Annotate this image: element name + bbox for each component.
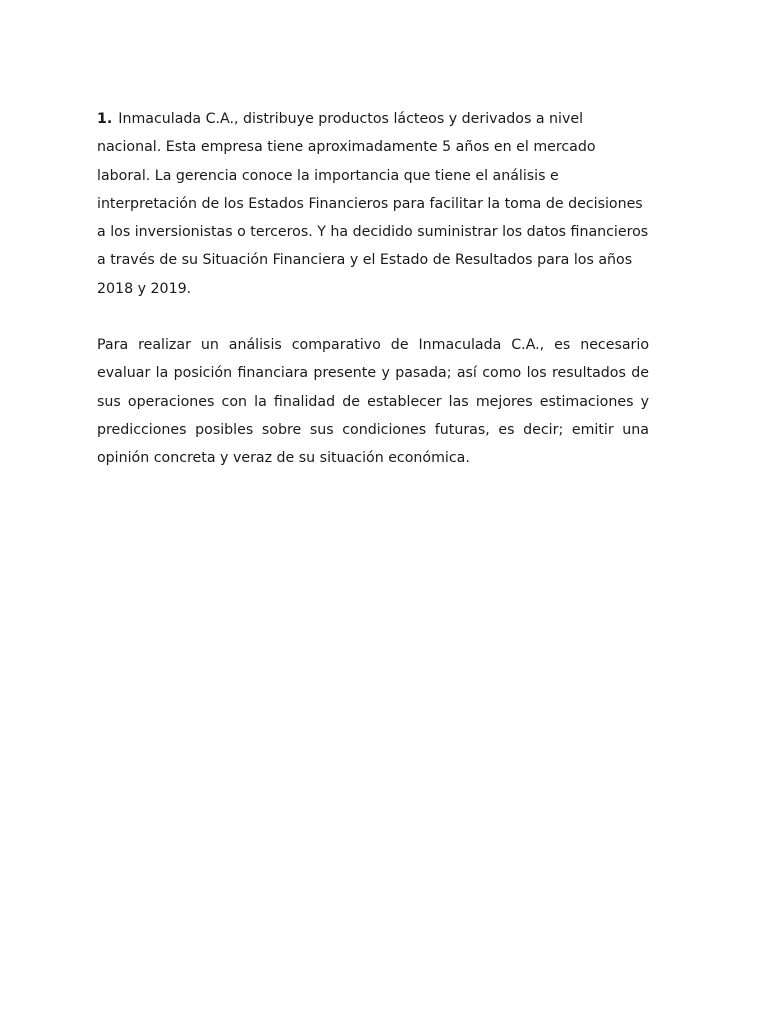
paragraph-intro-text: Inmaculada C.A., distribuye productos lácteos y derivados a nivel nacional. Esta empresa tiene aproximadamente 5 años en el mercado laboral. La gerencia conoce la importancia que tiene el análisis e interpretación de los Estados Financieros para facilitar la toma de decisiones a los inversionistas o terceros. Y ha decidido suministrar los datos financieros a través de su Situación Financiera y el Estado de Resultados para los años 2018 y 2019. bbox=[97, 111, 649, 297]
paragraph-intro bbox=[97, 105, 649, 303]
document-body bbox=[97, 105, 649, 473]
item-number: 1. bbox=[97, 111, 113, 127]
paragraph-analysis: Para realizar un análisis comparativo de Inmaculada C.A., es necesario evaluar la posición financiara presente y pasada; así como los resultados de sus operaciones con la finalidad de establecer las mejores estimaciones y predicciones posibles sobre sus condiciones futuras, es decir; emitir una opinión concreta y veraz de su situación económica. bbox=[97, 337, 649, 467]
